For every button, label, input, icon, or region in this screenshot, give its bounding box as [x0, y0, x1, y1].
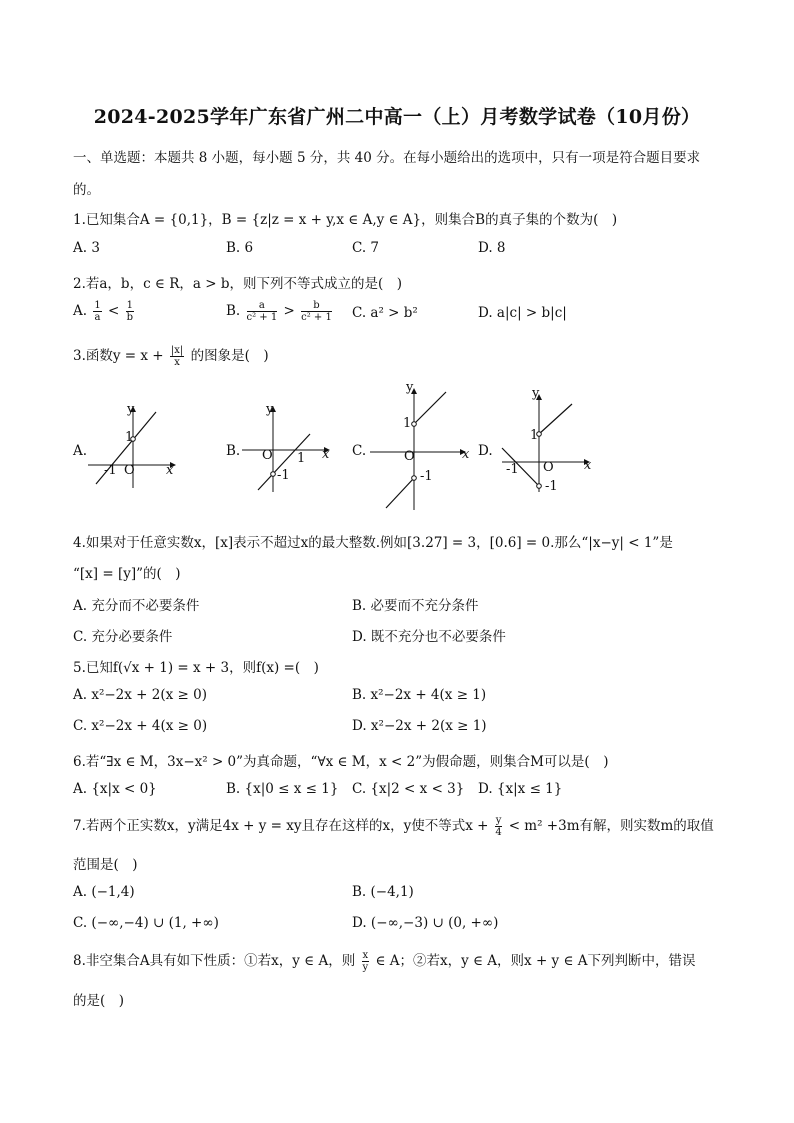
page-title: 2024-2025学年广东省广州二中高一（上）月考数学试卷（10月份） [93, 106, 701, 128]
q3-d-tick-minus1-x: -1 [506, 462, 519, 477]
q2-option-b-lhs [247, 300, 278, 323]
q7-stem-den: 4 [495, 827, 502, 838]
q4-option-c: C. 充分必要条件 [73, 629, 173, 645]
q8-stem-num: x [362, 950, 369, 961]
q1-option-c: C. 7 [352, 240, 380, 256]
q6-option-b: B. {x|0 ≤ x ≤ 1} [226, 781, 339, 797]
q3-option-d-label: D. [478, 443, 493, 459]
q7-stem-prefix: 7.若两个正实数x，y满足4x + y = xy且存在这样的x，y使不等式x + [73, 818, 489, 834]
q3-c-tick-minus1: -1 [420, 469, 433, 484]
q3-graph-d [494, 386, 594, 494]
q3-d-tick-1: 1 [530, 428, 539, 443]
q3-stem-suffix: 的图象是( ) [190, 348, 269, 364]
q3-option-c-label: C. [352, 443, 367, 459]
q8-stem-line1 [73, 949, 696, 973]
q3-d-y-label: y [532, 386, 540, 401]
q2-a-lhs-den: a [94, 312, 101, 323]
q6-stem: 6.若“∃x ∈ M，3x−x² > 0”为真命题，“∀x ∈ M，x < 2”为假命题，则集合M可以是( ) [73, 754, 609, 770]
q5-option-b: B. x²−2x + 4(x ≥ 1) [352, 687, 487, 703]
q3-b-y-label: y [266, 402, 274, 417]
q5-option-a: A. x²−2x + 2(x ≥ 0) [73, 687, 207, 703]
q7-option-d: D. (−∞,−3) ∪ (0, +∞) [352, 915, 499, 931]
q3-b-tick-1: 1 [297, 451, 306, 466]
q2-option-c: C. a² > b² [352, 305, 418, 321]
q7-option-b: B. (−4,1) [352, 884, 414, 900]
q3-b-x-label: x [322, 447, 330, 462]
q7-stem-num: y [495, 815, 502, 826]
q2-option-a [73, 300, 136, 323]
q4-option-d: D. 既不充分也不必要条件 [352, 629, 506, 645]
q3-d-tick-minus1: -1 [545, 479, 558, 494]
q7-stem-line1 [73, 814, 714, 838]
q3-option-b-label: B. [226, 443, 241, 459]
q4-stem-line2: “[x] = [y]”的( ) [73, 566, 181, 582]
q7-stem-fraction [495, 815, 503, 838]
q3-stem-prefix: 3.函数y = x + [73, 348, 164, 364]
q8-stem-suffix: ∈ A；②若x，y ∈ A，则x + y ∈ A下列判断中，错误 [375, 953, 696, 969]
q8-stem-fraction [362, 950, 370, 973]
section-heading-line1: 一、单选题：本题共 8 小题，每小题 5 分，共 40 分。在每小题给出的选项中，只有一项是符合题目要求 [73, 150, 701, 166]
q2-option-a-op: < [108, 303, 120, 319]
q2-stem: 2.若a，b，c ∈ R，a > b，则下列不等式成立的是( ) [73, 276, 402, 292]
q2-option-a-lhs [93, 300, 101, 323]
q2-option-a-rhs [126, 300, 134, 323]
q2-option-b-label: B. [226, 303, 241, 319]
q7-stem-suffix: < m² +3m有解，则实数m的取值 [508, 818, 714, 834]
q2-a-rhs-den: b [126, 312, 134, 323]
q3-c-origin-label: O [404, 449, 415, 464]
q7-stem-line2: 范围是( ) [73, 857, 138, 873]
q5-option-d: D. x²−2x + 2(x ≥ 1) [352, 718, 487, 734]
section-heading-line2: 的。 [73, 182, 100, 198]
q3-b-tick-minus1: -1 [277, 468, 290, 483]
q5-stem: 5.已知f(√x + 1) = x + 3，则f(x) =( ) [73, 660, 319, 676]
q2-b-lhs-den: c² + 1 [246, 312, 278, 323]
q3-a-x-label: x [166, 463, 174, 478]
q3-graph-c [366, 380, 472, 512]
q8-stem-line2: 的是( ) [73, 993, 125, 1009]
q4-stem-line1: 4.如果对于任意实数x，[x]表示不超过x的最大整数.例如[3.27] = 3，[0.6] = 0.那么“|x−y| < 1”是 [73, 535, 673, 551]
q3-stem-den: x [174, 357, 180, 368]
q2-b-rhs-den: c² + 1 [301, 312, 332, 323]
q2-a-lhs-num: 1 [94, 300, 101, 311]
q6-option-c: C. {x|2 < x < 3} [352, 781, 465, 797]
q1-option-a: A. 3 [73, 240, 100, 256]
q3-d-x-label: x [584, 458, 592, 473]
q3-c-x-label: x [462, 447, 470, 462]
q2-option-b-op: > [283, 303, 295, 319]
q2-option-d: D. a|c| > b|c| [478, 305, 567, 321]
q3-c-tick-1: 1 [403, 416, 412, 431]
q2-a-rhs-num: 1 [126, 300, 133, 311]
q2-b-lhs-num: a [247, 300, 278, 312]
q6-option-a: A. {x|x < 0} [73, 781, 157, 797]
q3-a-origin-label: O [124, 463, 135, 478]
q3-a-y-label: y [127, 402, 135, 417]
q2-option-b-rhs [301, 300, 332, 323]
q7-option-c: C. (−∞,−4) ∪ (1, +∞) [73, 915, 219, 931]
q3-a-tick-minus1: -1 [104, 463, 117, 478]
q3-c-y-label: y [406, 380, 414, 395]
q2-b-rhs-num: b [301, 300, 332, 312]
q6-option-d: D. {x|x ≤ 1} [478, 781, 563, 797]
q3-option-a-label: A. [73, 443, 88, 459]
q1-option-d: D. 8 [478, 240, 506, 256]
q3-b-origin-label: O [262, 448, 273, 463]
q7-option-a: A. (−1,4) [73, 884, 135, 900]
q2-option-a-label: A. [73, 303, 88, 319]
q3-d-origin-label: O [543, 460, 554, 475]
q8-stem-prefix: 8.非空集合A具有如下性质：①若x，y ∈ A，则 [73, 953, 356, 969]
q8-stem-den: y [362, 962, 369, 973]
q3-stem-num: |x| [170, 345, 184, 356]
q1-stem: 1.已知集合A = {0,1}，B = {z|z = x + y,x ∈ A,y ∈ A}，则集合B的真子集的个数为( ) [73, 212, 618, 228]
q4-option-b: B. 必要而不充分条件 [352, 598, 479, 614]
q3-a-tick-1: 1 [125, 430, 134, 445]
q5-option-c: C. x²−2x + 4(x ≥ 0) [73, 718, 208, 734]
q3-stem-fraction [170, 345, 184, 368]
q3-stem [73, 344, 269, 368]
q1-option-b: B. 6 [226, 240, 254, 256]
q2-option-b [226, 300, 334, 323]
q4-option-a: A. 充分而不必要条件 [73, 598, 200, 614]
